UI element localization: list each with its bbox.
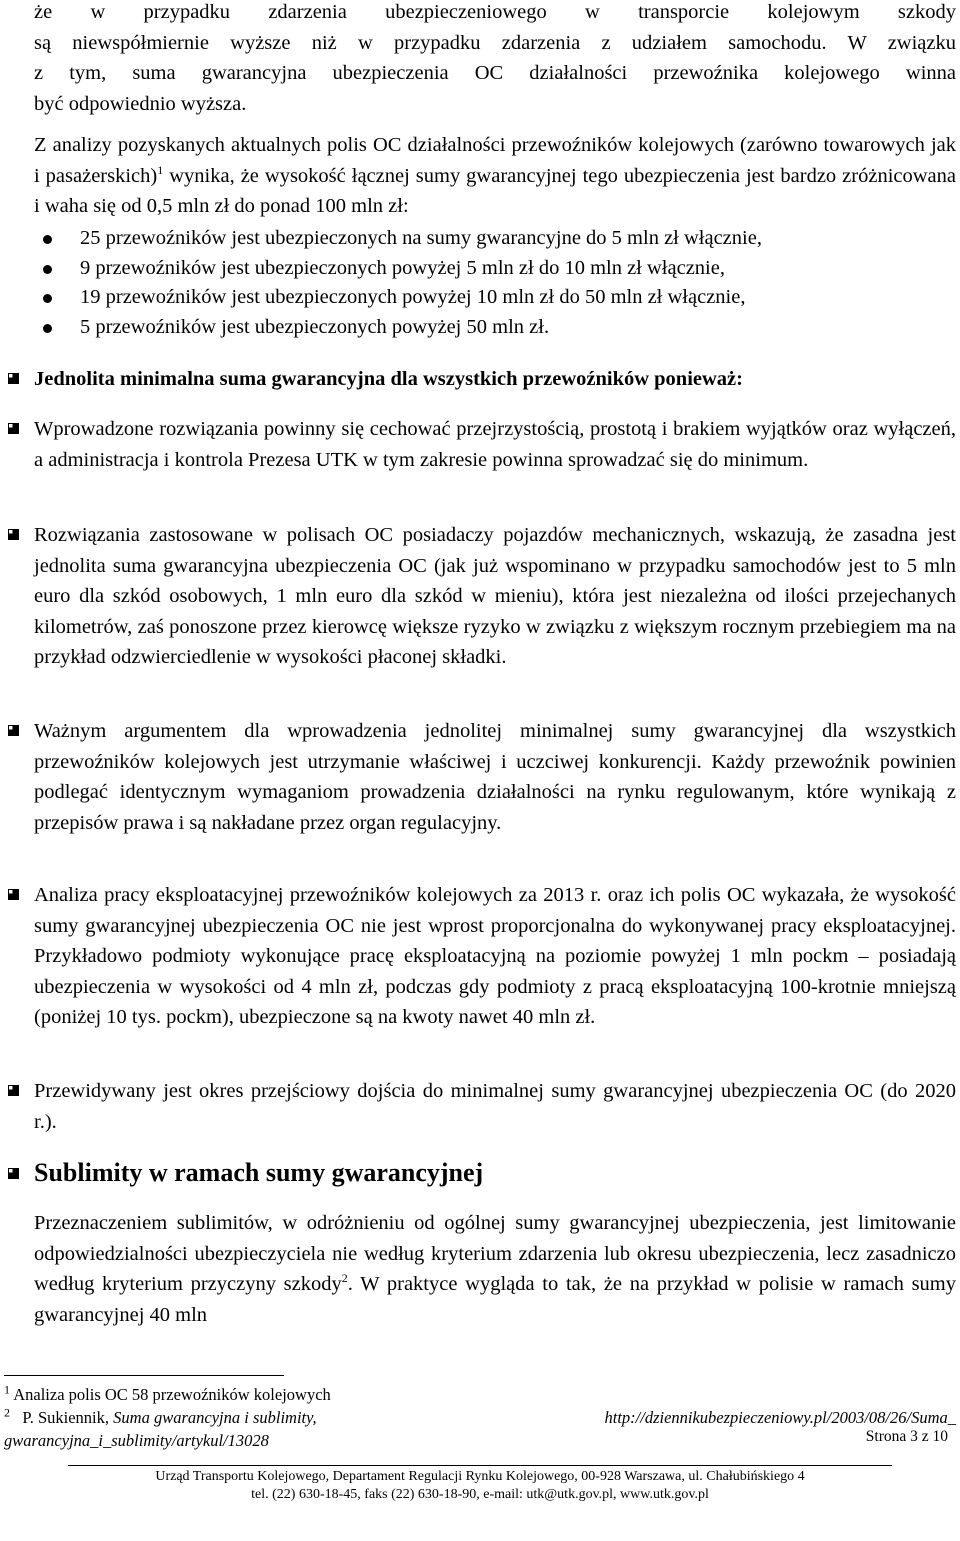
footnote-ref-2[interactable]: 2: [341, 1271, 348, 1286]
square-bullet-icon: [8, 423, 19, 434]
intro-line: być odpowiednio wyższa.: [34, 92, 247, 115]
argument-item: Przewidywany jest okres przejściowy dojścia do minimalnej sumy gwarancyjnej ubezpieczenia OC (do 2020 r.).: [34, 1076, 956, 1137]
footnote-divider: [4, 1375, 284, 1376]
intro-line: że w przypadku zdarzenia ubezpieczeniowego w transporcie kolejowym szkody: [34, 1, 956, 23]
section-heading: Sublimity w ramach sumy gwarancyjnej: [34, 1157, 956, 1189]
intro-line: są niewspółmiernie wyższe niż w przypadku zdarzenia z udziałem samochodu. W związku: [34, 31, 956, 54]
list-item: 9 przewoźników jest ubezpieczonych powyżej 5 mln zł do 10 mln zł włącznie,: [80, 254, 950, 284]
square-bullet-icon: [8, 373, 19, 384]
page-number: Strona 3 z 10: [865, 1428, 948, 1445]
list-item: 19 przewoźników jest ubezpieczonych powyżej 10 mln zł do 50 mln zł włącznie,: [80, 283, 950, 313]
analysis-text-cont: wynika, że wysokość łącznej sumy gwarancyjnej tego ubezpieczenia jest bardzo zróżnicowana i waha się od 0,5 mln zł do ponad 100 mln zł:: [34, 164, 956, 217]
square-bullet-icon: [8, 1085, 19, 1096]
list-item: 5 przewoźników jest ubezpieczonych powyżej 50 mln zł.: [80, 313, 950, 343]
footnote-link-cont[interactable]: gwarancyjna_i_sublimity/artykul/13028: [4, 1431, 269, 1450]
bullet-dot-icon: [43, 324, 52, 333]
list-item: 25 przewoźników jest ubezpieczonych na sumy gwarancyjne do 5 mln zł włącznie,: [80, 224, 950, 254]
footnote-1: $^1$ Analiza polis OC 58 przewoźników kolejowych: [4, 1382, 331, 1404]
square-bullet-icon: [8, 1168, 19, 1179]
sublimity-paragraph: Przeznaczeniem sublimitów, w odróżnieniu od ogólnej sumy gwarancyjnej ubezpieczenia, jest limitowanie odpowiedzialności ubezpieczyciela nie według kryterium zdarzenia lub okresu ubezpieczenia, lecz zasadniczo według kryterium przyczyny szkody$^2$. W praktyce wygląda to tak, że na przykład w polisie w ramach sumy gwarancyjnej 40 mln: [34, 1212, 956, 1326]
argument-item: Analiza pracy eksploatacyjnej przewoźników kolejowych za 2013 r. oraz ich polis OC wykazała, że wysokość sumy gwarancyjnej ubezpieczenia OC nie jest wprost proporcjonalna do wykonywanej pracy eksploatacyjnej. Przykładowo podmioty wykonujące pracę eksploatacyjną na poziomie powyżej 1 mln pockm – posiadają ubezpieczenia w wysokości od 4 mln zł, podczas gdy podmioty z pracą eksploatacyjną 100-krotnie mniejszą (poniżej 10 tys. pockm), ubezpieczone są na kwoty nawet 40 mln zł.: [34, 880, 956, 1033]
analysis-paragraph: [34, 130, 956, 222]
footnote-ref-1[interactable]: 1: [157, 162, 164, 177]
intro-paragraph: [34, 0, 956, 119]
bullet-list: [80, 224, 950, 342]
square-bullet-icon: [8, 725, 19, 736]
intro-line: z tym, suma gwarancyjna ubezpieczenia OC działalności przewoźnika kolejowego winna: [34, 62, 956, 84]
footer-divider: [68, 1465, 892, 1466]
footnote-link[interactable]: http://dziennikubezpieczeniowy.pl/2003/08/26/Suma_: [604, 1408, 956, 1427]
bullet-dot-icon: [43, 235, 52, 244]
analysis-text: Z analizy pozyskanych aktualnych polis OC działalności przewoźników kolejowych (zarówno towarowych jak i pasażerskich): [34, 134, 956, 187]
footer-contact: tel. (22) 630-18-45, faks (22) 630-18-90, e-mail: utk@utk.gov.pl, www.utk.gov.pl: [251, 1487, 709, 1502]
argument-item: Wprowadzone rozwiązania powinny się cechować przejrzystością, prostotą i brakiem wyjątków oraz wyłączeń, a administracja i kontrola Prezesa UTK w tym zakresie powinna sprowadzać się do minimum.: [34, 414, 956, 475]
bullet-dot-icon: [43, 294, 52, 303]
square-bullet-icon: [8, 889, 19, 900]
bullet-dot-icon: [43, 265, 52, 274]
argument-item: Ważnym argumentem dla wprowadzenia jednolitej minimalnej sumy gwarancyjnej dla wszystkich przewoźników kolejowych jest utrzymanie właściwej i uczciwej konkurencji. Każdy przewoźnik powinien podlegać identycznym wymaganiom prowadzenia działalności na rynku regulowanym, które wynikają z przepisów prawa i są nakładane przez organ regulacyjny.: [34, 716, 956, 838]
argument-item: Rozwiązania zastosowane w polisach OC posiadaczy pojazdów mechanicznych, wskazują, że zasadna jest jednolita suma gwarancyjna ubezpieczenia OC (jak już wspominano w przypadku samochodów jest to 5 mln euro dla szkód osobowych, 1 mln euro dla szkód w mieniu), która jest niezależna od ilości przejechanych kilometrów, zaś ponoszone przez kierowcę większe ryzyko w związku z większym rocznym przebiegiem ma na przykład odzwierciedlenie w wysokości płaconej składki.: [34, 520, 956, 673]
footer-address: Urząd Transportu Kolejowego, Departament Regulacji Rynku Kolejowego, 00-928 Warszawa, ul. Chałubińskiego 4: [155, 1469, 805, 1484]
square-bullet-icon: [8, 529, 19, 540]
footnote-2: $^2$ P. Sukiennik, Suma gwarancyjna i sublimity, http://dziennikubezpieczeniowy.pl/2003/08/26/Suma_ gwarancyjna_i_sublimity/artykul/13028: [4, 1405, 956, 1450]
section-subheading: Jednolita minimalna suma gwarancyjna dla wszystkich przewoźników ponieważ:: [34, 364, 956, 395]
